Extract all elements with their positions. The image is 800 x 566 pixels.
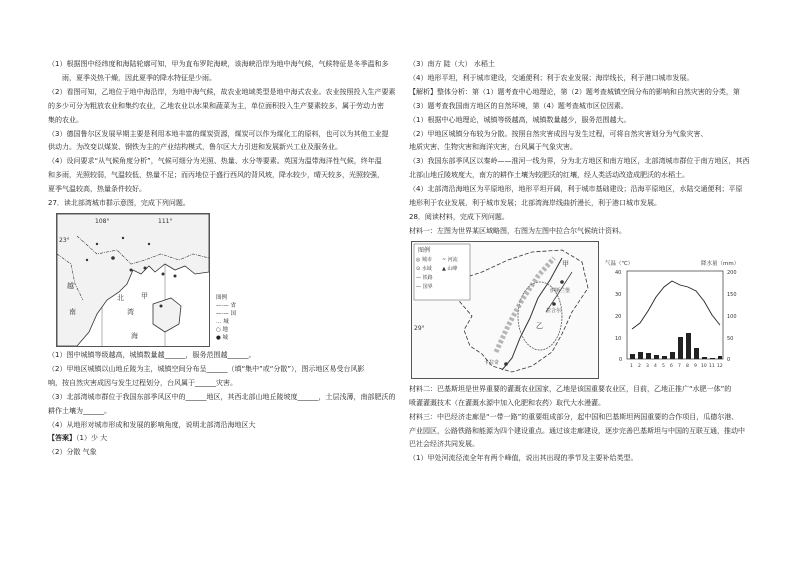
month-label: 3 [646, 363, 649, 369]
paragraph: （1）根据中心地理论，城镇等级越高，城镇数量越少，服务范围越大。 [409, 115, 631, 124]
place-label: 卡拉奇 [484, 359, 500, 366]
question-28-1: （1）甲处河流径流全年有两个峰值，说出其出现的季节及主要补给类型。 [409, 454, 638, 463]
legend-item: ● 城 [216, 335, 229, 341]
figure-row [409, 241, 761, 381]
tick-label: 30 [615, 291, 622, 298]
material-3: 巴社会经济共同发展。 [409, 440, 479, 449]
material-2: 喷灌灌溉技术（在灌溉水源中加入化肥和农药）取代大水漫灌。 [409, 398, 605, 407]
country-label: 越 [67, 281, 74, 290]
place-label: 海 [131, 331, 138, 340]
question-28-title: 28．阅读材料，完成下列问题。 [409, 212, 509, 221]
precip-axis-label: 降水量（mm） [701, 260, 740, 267]
month-label: 2 [638, 363, 641, 369]
paragraph: （4）北部湾沿海地区为平原地形，地形平坦开阔，利于城市基础建设；沿海平原地区，水陆交通便利；平原 [409, 185, 743, 194]
paragraph: （4）地形平坦，利于城市建设，交通便利；利于农业发展；海岸线长，利于港口城市发展。 [409, 73, 694, 82]
answer-label: 【答案】 [48, 434, 76, 443]
paragraph: （4）设问要求“从气候角度分析”，气候可细分为光照、热量、水分等要素。英国为温带海洋性气候，终年温 [48, 157, 382, 166]
tick-label: 0 [727, 356, 731, 363]
tick-label: 200 [727, 269, 737, 276]
legend-item: —·— 国 [216, 311, 236, 317]
paragraph: （2）看图可知，乙地位于地中海沿岸，为地中海气候，故农业地域类型是地中海式农业。农业按照投入生产要素 [48, 87, 396, 96]
place-label: 乙 [536, 321, 543, 330]
climate-chart [605, 257, 755, 377]
month-label: 5 [662, 363, 665, 369]
legend-item: —·— 省 [216, 303, 236, 309]
paragraph: （2）甲地区城镇以山地丘陵为主，城镇空间分布呈______（填“集中”或“分散”），图示地区易受台风影 [48, 364, 365, 373]
legend-item: ⊙ 水域 [416, 265, 432, 272]
legend-item: — 铁路 [416, 274, 433, 281]
answer-2: （2）分散 气象 [48, 448, 97, 457]
pakistan-map-svg [412, 242, 598, 378]
climate-chart-svg [605, 257, 755, 377]
left-column [48, 58, 398, 460]
material-3: 材料三：中巴经济走廊是“一带一路”的重要组成部分，起中国和巴基斯坦两国重要的合作项目，瓜德尔港、 [409, 412, 739, 421]
answer-1: （1）少 大 [76, 434, 108, 443]
legend-title: 图例 [418, 246, 431, 254]
map-legend [216, 294, 236, 342]
legend-item: ▲ 山峰 [442, 265, 458, 272]
paragraph: （3）题考查我国南方地区的自然环境，第（4）题考查城市区位因素。 [409, 101, 628, 110]
lat-label: 29° [414, 324, 425, 332]
paragraph: （4）从地形对城市形成和发展的影响角度，说明北部湾沿海地区大 [48, 420, 256, 429]
paragraph: （3）德国鲁尔区发展早期主要是利用本地丰富的煤炭资源，煤炭可以作为煤化工的原料，也可以为其他工业提 [48, 129, 389, 138]
legend-item: ~ 河流 [442, 256, 458, 263]
place-label: 甲 [562, 259, 569, 268]
month-label: 10 [701, 363, 707, 369]
month-label: 11 [709, 363, 715, 369]
month-label: 9 [694, 363, 697, 369]
country-label: 南 [69, 307, 76, 316]
place-label: 伊斯兰堡 [550, 287, 571, 294]
paragraph: 供动力。为改变以煤炭、钢铁为主的产业结构模式，鲁尔区大力引进和发展新兴工业及服务业。 [48, 143, 342, 152]
material-3: 产业园区，公路铁路和能源为四个建设重点。通过该走廊建设，逐步完善巴基斯坦与中国的互联互通，推动中 [409, 426, 745, 435]
material-2: 材料二：巴基斯坦是世界重要的灌溉农业国家，乙地是该国重要农业区，目前，乙地正推广“水肥一体”的 [409, 384, 732, 393]
question-27-title: 27．读北部湾城市群示意图，完成下列问题。 [48, 199, 190, 208]
right-column [409, 58, 761, 466]
paragraph: （2）甲地区城镇分布较为分散。按照自然灾害成因与发生过程，可将自然灾害划分为气象灾害、 [409, 129, 708, 138]
paragraph: 地形利于农业发展，利于城市发展；北部湾海岸线曲折漫长，利于港口城市发展。 [409, 199, 661, 208]
month-label: 7 [678, 363, 681, 369]
paragraph: 和多雨，光照较弱，气温较低，热量不足；而丙地位于盛行西风的背风坡，降水较少，晴天较多，光照较强， [48, 171, 384, 180]
month-label: 12 [717, 363, 723, 369]
legend-item: ○ 地 [216, 327, 229, 333]
paragraph: （3）我国东部季风区以秦岭——淮河一线为界，分为北方地区和南方地区，北部湾城市群位于南方地区，其西 [409, 157, 750, 166]
paragraph: 雨，夏季炎热干燥，因此夏季的降水特征是少雨。 [62, 73, 216, 82]
tick-label: 100 [727, 313, 737, 320]
tick-label: 20 [615, 313, 622, 320]
legend-title: 图例 [216, 295, 228, 301]
tick-label: 10 [615, 335, 622, 342]
legend-item: — 国界 [416, 283, 433, 290]
month-label: 6 [670, 363, 673, 369]
paragraph: （3）北部湾城市群位于我国东部季风区中的______地区，其西北部山地丘陵坡度______，土层浅薄，南部肥沃的 [48, 392, 396, 401]
temp-axis-label: 气温（℃） [605, 260, 634, 267]
paragraph: 地质灾害、生物灾害和海洋灾害，台风属于气象灾害。 [409, 143, 577, 152]
place-label: 甲 [141, 291, 148, 300]
tick-label: 0 [619, 356, 623, 363]
place-label: 北 [117, 293, 124, 302]
month-label: 1 [630, 363, 633, 369]
month-label: 8 [686, 363, 689, 369]
paragraph: 夏季气温较高，热量条件较好。 [48, 185, 146, 194]
paragraph: （1）根据图中经纬度和海陆轮廓可知，甲为直布罗陀海峡，该海峡沿岸为地中海气候，气候特征是冬季温和多 [48, 60, 389, 68]
pakistan-map [411, 241, 599, 379]
material-1: 材料一：左图为世界某区域略图，右图为左图中拉合尔气候统计资料。 [409, 226, 626, 235]
tick-label: 50 [727, 335, 734, 342]
lon1-label: 108° [95, 217, 110, 225]
tick-label: 150 [727, 291, 737, 298]
paragraph: 【解析】整体分析：第（1）题考查中心地理论，第（2）题考查城镇空间分布的影响和自然灾害的分类，第 [409, 87, 740, 96]
lon2-label: 111° [158, 217, 173, 225]
place-label: 拉合尔 [546, 307, 562, 314]
paragraph: 集的农业。 [48, 115, 83, 124]
paragraph: （3）南方 陡（大） 水稻土 [409, 60, 495, 68]
paragraph: 响，按自然灾害成因与发生过程划分，台风属于______灾害。 [48, 378, 237, 387]
paragraph: （1）图中城镇等级越高，城镇数量越______，服务范围越______。 [48, 350, 256, 359]
paragraph: 北部山地丘陵坡度大，南方的耕作土壤为较肥沃的红壤，经人类活动改造成肥沃的水稻土。 [409, 171, 689, 180]
legend-item: … 城 [216, 319, 229, 325]
paragraph: 的多少可分为粗放农业和集约农业，乙地农业以水果和蔬菜为主，单位面积投入生产要素较多，属于劳动力密 [48, 101, 384, 110]
paragraph: 耕作土壤为______。 [48, 406, 111, 415]
legend-item: ◎ 城市 [416, 256, 432, 263]
beibu-gulf-map [56, 213, 210, 347]
map-svg [57, 214, 209, 346]
tick-label: 40 [615, 269, 622, 276]
place-label: 湾 [127, 307, 134, 316]
month-label: 4 [654, 363, 657, 369]
lat-label: 23° [59, 236, 70, 244]
